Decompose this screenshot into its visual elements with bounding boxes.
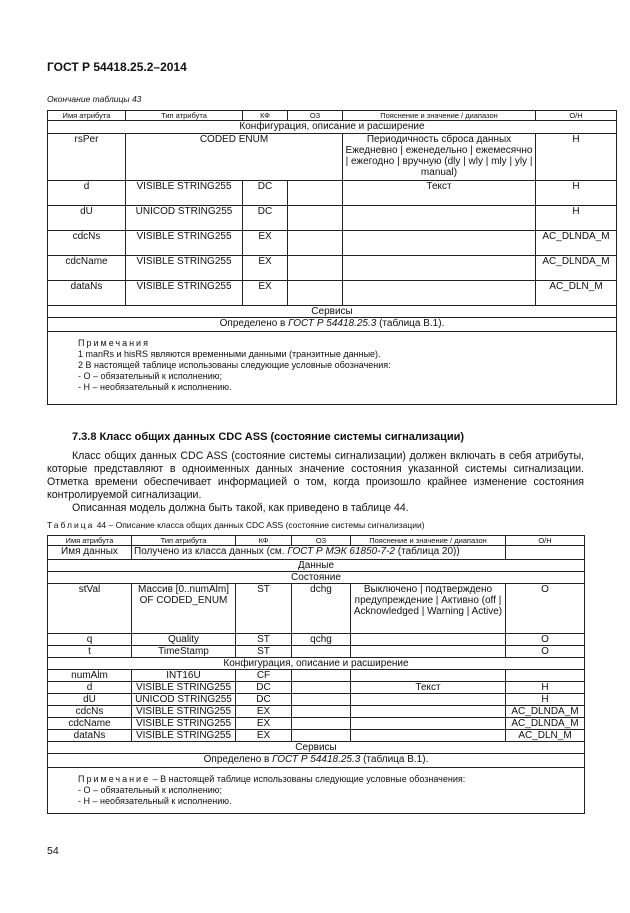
notes-cell: Примечание – В настоящей таблице использованы следующие условные обозначения: - О – обязательный к исполнению; - Н – необязательный к исполнению. <box>48 768 585 814</box>
table-row: t TimeStamp ST О <box>48 646 585 658</box>
table-header-row <box>48 111 617 121</box>
table-43-end <box>47 110 617 405</box>
col-header: Имя атрибута <box>48 536 132 546</box>
page-number: 54 <box>47 845 59 857</box>
table-row: cdcNs VISIBLE STRING255 EX AC_DLNDA_M <box>48 706 585 718</box>
table-row: dU UNICOD STRING255 DC H <box>48 694 585 706</box>
table44-caption: Таблица 44 – Описание класса общих данных CDC ASS (состояние системы сигнализации) <box>47 520 425 530</box>
col-header: Тип атрибута <box>132 536 236 546</box>
table43-caption: Окончание таблицы 43 <box>47 94 142 104</box>
table-row: d VISIBLE STRING255 DC Текст H <box>48 181 617 206</box>
table-row: dU UNICOD STRING255 DC H <box>48 206 617 231</box>
section-row-data: Данные <box>48 560 585 572</box>
defined-in-row: Определено в ГОСТ Р 54418.25.3 (таблица В.1). <box>48 318 617 332</box>
col-header: О/Н <box>506 536 585 546</box>
section-row-config: Конфигурация, описание и расширение <box>48 658 585 670</box>
section-row-config: Конфигурация, описание и расширение <box>48 121 617 134</box>
document-header: ГОСТ Р 54418.25.2–2014 <box>47 60 187 74</box>
table-row: cdcNs VISIBLE STRING255 EX AC_DLNDA_M <box>48 231 617 256</box>
notes-cell: Примечания 1 manRs и hisRS являются временными данными (транзитные данные). 2 В настоящей таблице использованы следующие условные обозначения: - О – обязательный к исполнению; - Н – необязательный к исполнению. <box>48 332 617 405</box>
table-row: cdcName VISIBLE STRING255 EX AC_DLNDA_M <box>48 256 617 281</box>
col-header: Имя атрибута <box>48 111 126 121</box>
col-header: Пояснение и значение / диапазон <box>343 111 536 121</box>
paragraph: Описанная модель должна быть такой, как приведено в таблице 44. <box>72 502 409 514</box>
section-row-state: Состояние <box>48 572 585 584</box>
table-row: dataNs VISIBLE STRING255 EX AC_DLN_M <box>48 730 585 742</box>
notes-title: Примечания <box>78 338 150 348</box>
data-name-row: Имя данных Получено из класса данных (см. ГОСТ Р МЭК 61850-7-2 (таблица 20)) <box>48 546 585 560</box>
section-row-services: Сервисы <box>48 306 617 318</box>
section-heading: 7.3.8 Класс общих данных CDC ASS (состояние системы сигнализации) <box>72 431 465 443</box>
paragraph: Класс общих данных CDC ASS (состояние системы сигнализации) должен включать в себя атрибуты, которые представляют в одноименных данных значение состояния указанной системы сигнализации. Отметка времени обеспечивает информацией о том, когда произошло крайнее изменение состояния контролируемой сигнализации. <box>47 450 584 501</box>
col-header: О/Н <box>536 111 617 121</box>
defined-in-row: Определено в ГОСТ Р 54418.25.3 (таблица В.1). <box>48 754 585 768</box>
col-header: Тип атрибута <box>126 111 243 121</box>
table-row: numAlm INT16U CF <box>48 670 585 682</box>
table-row: dataNs VISIBLE STRING255 EX AC_DLN_M <box>48 281 617 306</box>
table-row: stVal Массив [0..numAlm] OF CODED_ENUM ST dchg Выключено | подтверждено предупреждение | Активно (off | Acknowledged | Warning | Active) О <box>48 584 585 634</box>
table-row: cdcName VISIBLE STRING255 EX AC_DLNDA_M <box>48 718 585 730</box>
col-header: ОЗ <box>292 536 351 546</box>
table-header-row <box>48 536 585 546</box>
table-row: d VISIBLE STRING255 DC Текст H <box>48 682 585 694</box>
section-row-services: Сервисы <box>48 742 585 754</box>
table-row: q Quality ST qchg О <box>48 634 585 646</box>
col-header: КФ <box>236 536 292 546</box>
col-header: ОЗ <box>288 111 343 121</box>
notes-title: Примечание <box>78 774 151 784</box>
col-header: Пояснение и значение / диапазон <box>351 536 506 546</box>
col-header: КФ <box>243 111 288 121</box>
table-row: rsPer CODED ENUM Периодичность сброса данных Ежедневно | еженедельно | ежемесячно | ежегодно | вручную (dly | wly | mly | yly | manual) H <box>48 134 617 181</box>
table-44 <box>47 535 585 814</box>
